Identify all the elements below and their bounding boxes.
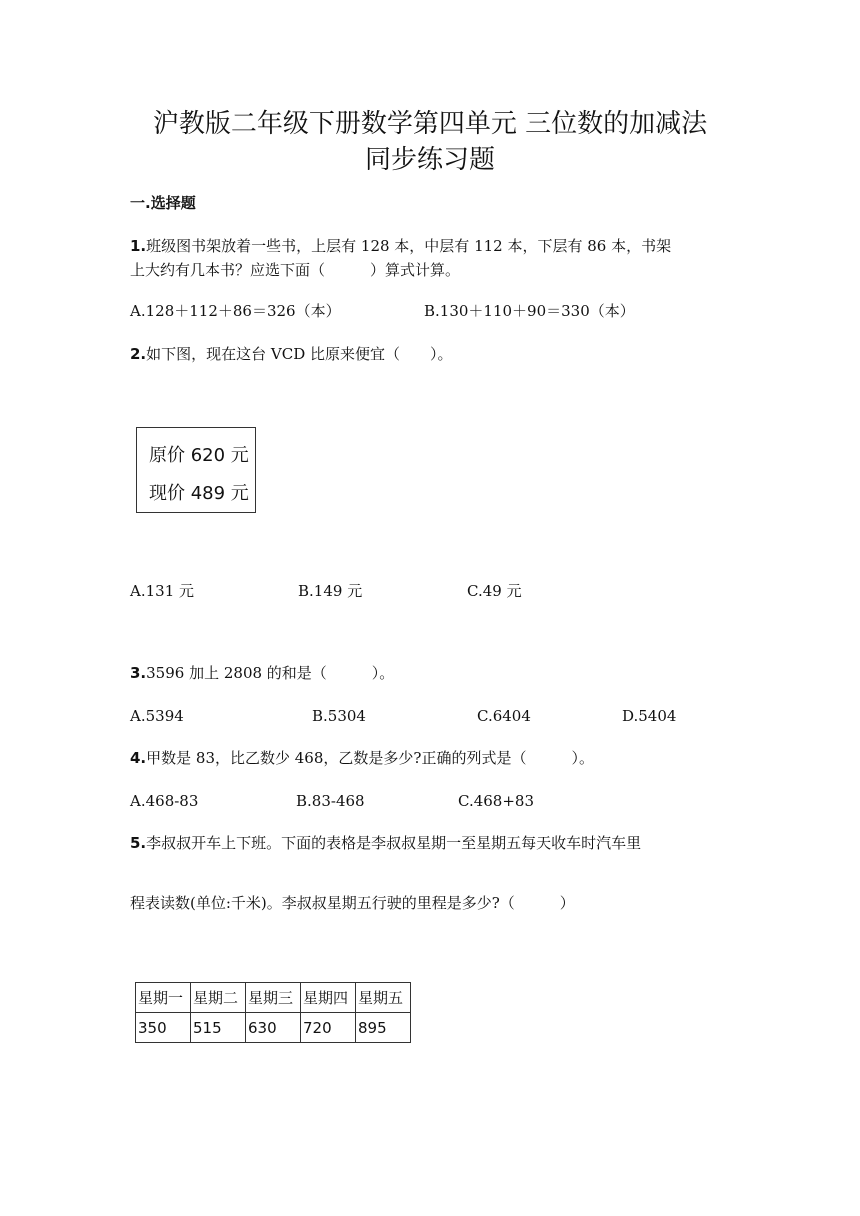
table-header-cell: 星期五 [356, 983, 411, 1013]
table-cell: 895 [356, 1013, 411, 1043]
table-cell: 350 [136, 1013, 191, 1043]
question-1-text-1: 班级图书架放着一些书，上层有 128 本，中层有 112 本，下层有 86 本，书架 [146, 237, 672, 255]
table-row [136, 1013, 411, 1043]
table-header-cell: 星期二 [191, 983, 246, 1013]
question-2-line [130, 343, 453, 365]
question-1-text-2: 上大约有几本书？应选下面（ ）算式计算。 [130, 261, 461, 279]
current-price: 现价 489 元 [149, 483, 249, 504]
question-5-number: 5. [130, 834, 147, 852]
question-2-number: 2. [130, 345, 147, 363]
question-3-number: 3. [130, 664, 147, 682]
question-5-text-1: 李叔叔开车上下班。下面的表格是李叔叔星期一至星期五每天收车时汽车里 [146, 834, 642, 852]
question-3-option-d: D.5404 [622, 707, 677, 725]
table-cell: 630 [246, 1013, 301, 1043]
question-1-option-b: B.130＋110＋90＝330（本） [424, 302, 635, 320]
question-4-option-b: B.83-468 [296, 792, 365, 810]
question-3-line [130, 662, 394, 684]
question-2-option-b: B.149 元 [298, 582, 363, 600]
question-1-number: 1. [130, 237, 147, 255]
table-cell: 515 [191, 1013, 246, 1043]
table-header-cell: 星期一 [136, 983, 191, 1013]
table-cell: 720 [301, 1013, 356, 1043]
question-4-text: 甲数是 83，比乙数少 468，乙数是多少?正确的列式是（ ）。 [146, 749, 594, 767]
question-3-option-b: B.5304 [312, 707, 366, 725]
table-header-cell: 星期三 [246, 983, 301, 1013]
question-5-line-1 [130, 832, 641, 854]
question-3-option-a: A.5394 [130, 707, 184, 725]
question-2-text: 如下图，现在这台 VCD 比原来便宜（ ）。 [146, 345, 453, 363]
question-4-option-c: C.468+83 [458, 792, 534, 810]
price-figure [136, 427, 256, 513]
question-1-option-a: A.128＋112＋86＝326（本） [130, 302, 341, 320]
question-2-option-a: A.131 元 [130, 582, 194, 600]
question-5-text-2: 程表读数(单位:千米)。李叔叔星期五行驶的里程是多少?（ ） [130, 894, 575, 912]
document-title-line-1: 沪教版二年级下册数学第四单元 三位数的加减法 [152, 109, 708, 139]
document-title-line-2: 同步练习题 [364, 145, 495, 175]
section-heading: 一.选择题 [130, 194, 196, 212]
table-header-row [136, 983, 411, 1013]
question-4-number: 4. [130, 749, 147, 767]
question-2-option-c: C.49 元 [467, 582, 522, 600]
odometer-table [135, 982, 411, 1043]
question-4-option-a: A.468-83 [130, 792, 199, 810]
question-4-line [130, 747, 594, 769]
table-header-cell: 星期四 [301, 983, 356, 1013]
question-3-option-c: C.6404 [477, 707, 531, 725]
question-1-line-1 [130, 235, 671, 257]
question-3-text: 3596 加上 2808 的和是（ ）。 [146, 664, 395, 682]
original-price: 原价 620 元 [149, 445, 249, 466]
